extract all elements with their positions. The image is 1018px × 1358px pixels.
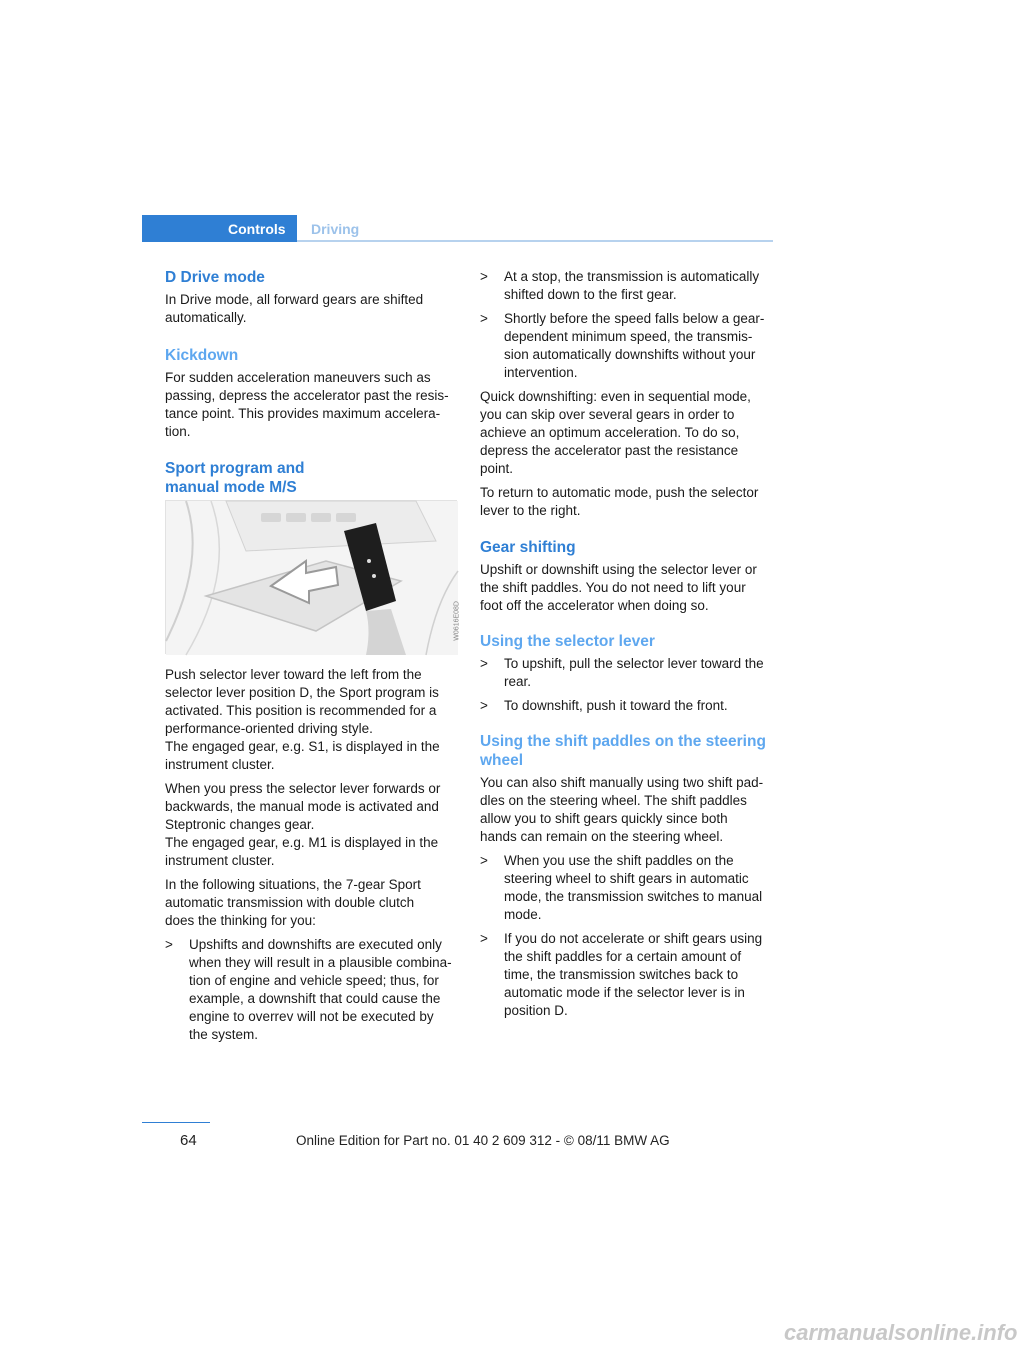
text-line: When you press the selector lever forwards or	[165, 781, 441, 796]
shift-paddles-heading: Using the shift paddles on the steering wheel	[480, 733, 766, 769]
text-line: instrument cluster.	[165, 853, 275, 868]
list-item	[480, 697, 780, 715]
text-line: instrument cluster.	[165, 757, 275, 772]
text-line: point.	[480, 461, 514, 476]
edition-footer: Online Edition for Part no. 01 40 2 609 312 - © 08/11 BMW AG	[296, 1133, 670, 1148]
selector-lever-drawing	[166, 501, 458, 655]
bullet-mark: >	[480, 311, 488, 326]
page-number: 64	[180, 1132, 197, 1149]
text-line: rear.	[504, 674, 532, 689]
list-item	[480, 852, 780, 924]
text-line: mode, the transmission switches to manual	[504, 889, 763, 904]
text-line: Shortly before the speed falls below a gear-	[504, 311, 765, 326]
drive-mode-heading: D Drive mode	[165, 269, 265, 286]
text-line: backwards, the manual mode is activated and	[165, 799, 439, 814]
list-item-text	[504, 852, 780, 924]
text-line: when they will result in a plausible combina-	[189, 955, 452, 970]
text-line: foot off the accelerator when doing so.	[480, 598, 709, 613]
list-item	[480, 268, 780, 304]
right-column	[480, 268, 780, 1020]
text-line: the system.	[189, 1027, 259, 1042]
list-item-text	[504, 310, 780, 382]
bullet-mark: >	[480, 269, 488, 284]
shift-paddles-text	[480, 774, 780, 846]
text-line: selector lever position D, the Sport program is	[165, 685, 439, 700]
text-line: automatic transmission with double clutch	[165, 895, 415, 910]
text-line: you can skip over several gears in order to	[480, 407, 735, 422]
text-line: Upshifts and downshifts are executed only	[189, 937, 442, 952]
header-rule	[297, 240, 773, 242]
kickdown-text	[165, 369, 465, 441]
text-line: does the thinking for you:	[165, 913, 316, 928]
text-line: At a stop, the transmission is automatically	[504, 269, 760, 284]
text-line: shifted down to the first gear.	[504, 287, 677, 302]
list-item	[480, 655, 780, 691]
drive-mode-text	[165, 291, 465, 327]
gear-shifting-text	[480, 561, 780, 615]
quick-downshift-text	[480, 388, 780, 478]
text-line: The engaged gear, e.g. S1, is displayed in the	[165, 739, 440, 754]
text-line: automatically.	[165, 310, 247, 325]
bullet-mark: >	[480, 656, 488, 671]
text-line: When you use the shift paddles on the	[504, 853, 734, 868]
situations-intro	[165, 876, 465, 930]
text-line: Push selector lever toward the left from the	[165, 667, 422, 682]
text-line: example, a downshift that could cause the	[189, 991, 441, 1006]
list-item-text	[504, 655, 780, 691]
text-line: position D.	[504, 1003, 568, 1018]
manual-mode-text	[165, 780, 465, 870]
list-item-text	[504, 930, 780, 1020]
text-line: hands can remain on the steering wheel.	[480, 829, 724, 844]
text-line: intervention.	[504, 365, 578, 380]
text-line: For sudden acceleration maneuvers such as	[165, 370, 431, 385]
text-line: The engaged gear, e.g. M1 is displayed in the	[165, 835, 439, 850]
gear-shifting-heading: Gear shifting	[480, 539, 576, 556]
selector-lever-illustration	[165, 500, 461, 654]
list-item	[480, 930, 780, 1020]
text-line: Upshift or downshift using the selector lever or	[480, 562, 757, 577]
text-line: activated. This position is recommended for a	[165, 703, 437, 718]
text-line: time, the transmission switches back to	[504, 967, 739, 982]
text-line: automatic mode if the selector lever is in	[504, 985, 745, 1000]
bullet-mark: >	[480, 698, 488, 713]
text-line: You can also shift manually using two shift pad-	[480, 775, 764, 790]
sport-program-text	[165, 666, 465, 774]
text-line: depress the accelerator past the resistance	[480, 443, 739, 458]
section-title: Controls	[228, 221, 286, 237]
text-line: tance point. This provides maximum accelera-	[165, 406, 441, 421]
text-line: the shift paddles for a certain amount of	[504, 949, 742, 964]
selector-lever-heading: Using the selector lever	[480, 633, 655, 650]
list-item	[165, 936, 465, 1044]
text-line: tion of engine and vehicle speed; thus, for	[189, 973, 439, 988]
left-column	[165, 268, 465, 497]
list-item-text	[504, 268, 780, 304]
text-line: engine to overrev will not be executed by	[189, 1009, 434, 1024]
kickdown-heading: Kickdown	[165, 347, 239, 364]
list-item-text	[189, 936, 465, 1044]
text-line: If you do not accelerate or shift gears using	[504, 931, 763, 946]
left-column-lower	[165, 666, 465, 1044]
bullet-mark: >	[480, 931, 488, 946]
text-line: To downshift, push it toward the front.	[504, 698, 728, 713]
text-line: mode.	[504, 907, 542, 922]
text-line: tion.	[165, 424, 191, 439]
text-line: steering wheel to shift gears in automatic	[504, 871, 749, 886]
list-item-text	[504, 697, 780, 715]
footer-rule	[142, 1122, 210, 1123]
text-line: Quick downshifting: even in sequential mode,	[480, 389, 751, 404]
figure-code: W0616E08D	[454, 601, 461, 641]
text-line: To return to automatic mode, push the selector	[480, 485, 759, 500]
text-line: dependent minimum speed, the transmis-	[504, 329, 753, 344]
site-watermark: carmanualsonline.info	[784, 1320, 1018, 1345]
text-line: performance-oriented driving style.	[165, 721, 373, 736]
bullet-mark: >	[165, 937, 173, 952]
text-line: lever to the right.	[480, 503, 581, 518]
sport-program-heading: Sport program and manual mode M/S	[165, 460, 305, 496]
text-line: In the following situations, the 7-gear Sport	[165, 877, 421, 892]
text-line: passing, depress the accelerator past the resis-	[165, 388, 449, 403]
text-line: allow you to shift gears quickly since both	[480, 811, 728, 826]
return-automatic-text	[480, 484, 780, 520]
list-item	[480, 310, 780, 382]
text-line: the shift paddles. You do not need to lift your	[480, 580, 746, 595]
text-line: Steptronic changes gear.	[165, 817, 315, 832]
text-line: dles on the steering wheel. The shift paddles	[480, 793, 747, 808]
text-line: In Drive mode, all forward gears are shifted	[165, 292, 424, 307]
text-line: sion automatically downshifts without your	[504, 347, 756, 362]
subsection-title: Driving	[311, 221, 360, 237]
text-line: achieve an optimum acceleration. To do so,	[480, 425, 740, 440]
text-line: To upshift, pull the selector lever toward the	[504, 656, 764, 671]
bullet-mark: >	[480, 853, 488, 868]
